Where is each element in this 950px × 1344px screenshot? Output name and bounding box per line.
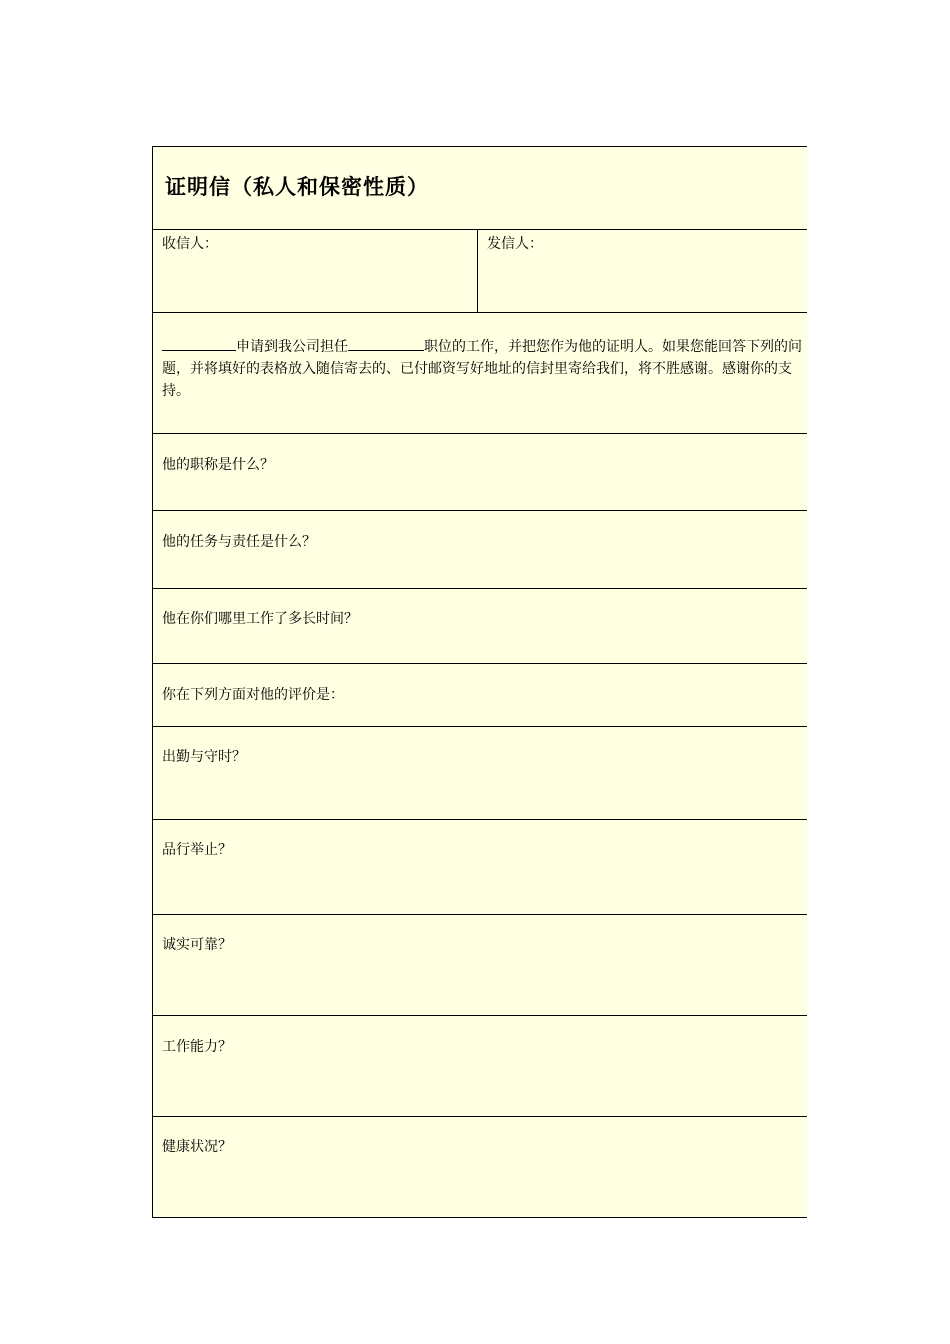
- question-label: 品行举止？: [162, 842, 232, 858]
- question-label: 诚实可靠？: [162, 937, 232, 953]
- question-label: 他在你们哪里工作了多长时间？: [162, 611, 358, 627]
- sender-field[interactable]: [478, 230, 807, 312]
- sender-label: 发信人：: [487, 236, 543, 252]
- question-label: 工作能力？: [162, 1039, 232, 1055]
- question-row-conduct[interactable]: [153, 820, 807, 915]
- question-row-duration[interactable]: [153, 589, 807, 664]
- form-title: 证明信（私人和保密性质）: [165, 174, 429, 199]
- intro-text-part2: 职位的工作，并把您作为他的证明人。如果您能回答下列的问题，并将填好的表格放入随信寄去的、已付邮资写好地址的信封里寄给我们，将不胜感谢。感谢你的支持。: [162, 339, 802, 399]
- question-row-honesty[interactable]: [153, 915, 807, 1016]
- applicant-name-blank[interactable]: [162, 335, 236, 351]
- question-row-ability[interactable]: [153, 1016, 807, 1117]
- question-label: 你在下列方面对他的评价是：: [162, 687, 344, 703]
- reference-letter-form: [152, 146, 807, 1218]
- question-label: 出勤与守时？: [162, 749, 246, 765]
- question-row-duties[interactable]: [153, 511, 807, 589]
- question-row-health[interactable]: [153, 1117, 807, 1218]
- intro-row: [153, 313, 807, 434]
- recipient-label: 收信人：: [162, 236, 218, 252]
- question-row-job-title[interactable]: [153, 434, 807, 511]
- intro-text-part1: 申请到我公司担任: [236, 339, 348, 355]
- recipient-field[interactable]: [153, 230, 478, 312]
- question-row-attendance[interactable]: [153, 727, 807, 820]
- question-row-evaluation-header: [153, 664, 807, 727]
- question-label: 他的任务与责任是什么？: [162, 534, 316, 550]
- question-label: 健康状况？: [162, 1139, 232, 1155]
- intro-paragraph: [162, 335, 805, 402]
- question-label: 他的职称是什么？: [162, 457, 274, 473]
- address-row: [153, 230, 807, 313]
- position-blank[interactable]: [348, 335, 424, 351]
- title-row: [153, 147, 807, 230]
